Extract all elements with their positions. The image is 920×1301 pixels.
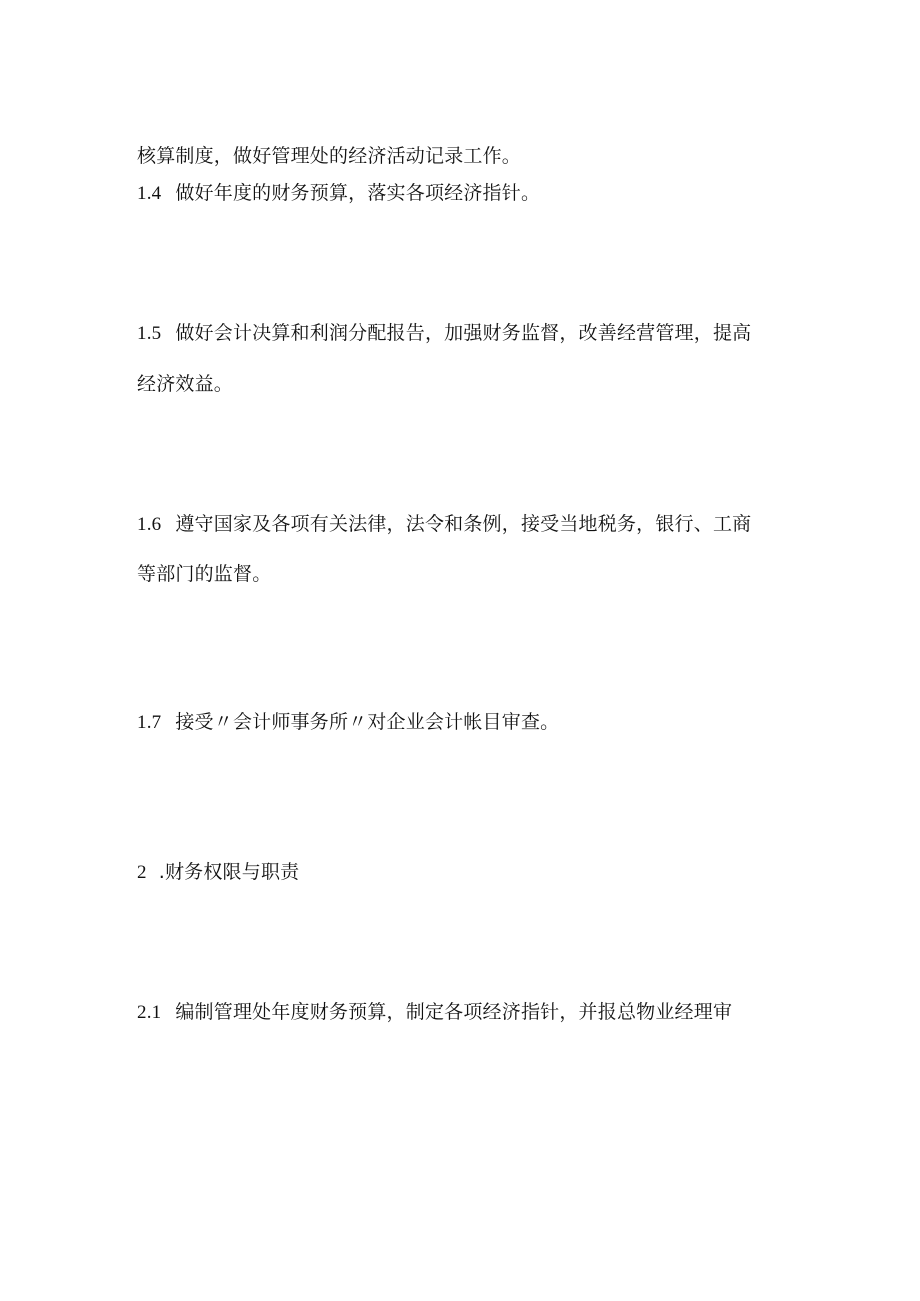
item-number: 1.4: [137, 183, 162, 204]
item-text: 等部门的监督。: [137, 563, 272, 585]
item-number: 2.1: [137, 1002, 162, 1023]
item-text: 做好年度的财务预算，落实各项经济指针。: [175, 182, 541, 204]
item-text: 接受〃会计师事务所〃对企业会计帐目审查。: [175, 711, 560, 733]
list-item-1-7: [137, 710, 559, 735]
item-text: 遵守国家及各项有关法律，法令和条例，接受当地税务，银行、工商: [175, 513, 752, 535]
list-item-1-5-continuation: [137, 372, 233, 396]
list-item-1-4: [137, 181, 540, 206]
item-text: 编制管理处年度财务预算，制定各项经济指针，并报总物业经理审: [175, 1001, 733, 1023]
paragraph-continuation: [137, 144, 521, 168]
list-item-1-5: [137, 321, 751, 346]
section-heading-2: [137, 860, 299, 885]
item-text: 经济效益。: [137, 373, 234, 395]
item-number: 1.5: [137, 323, 162, 344]
item-number: 1.6: [137, 514, 162, 535]
list-item-1-6: [137, 512, 751, 537]
paragraph-text: 核算制度，做好管理处的经济活动记录工作。: [137, 145, 522, 167]
item-number: 1.7: [137, 712, 162, 733]
item-text: 做好会计决算和利润分配报告，加强财务监督，改善经营管理，提高: [175, 322, 752, 344]
list-item-1-6-continuation: [137, 562, 271, 586]
section-number: 2: [137, 862, 147, 883]
section-title: .财务权限与职责: [158, 861, 300, 883]
list-item-2-1: [137, 1000, 732, 1025]
